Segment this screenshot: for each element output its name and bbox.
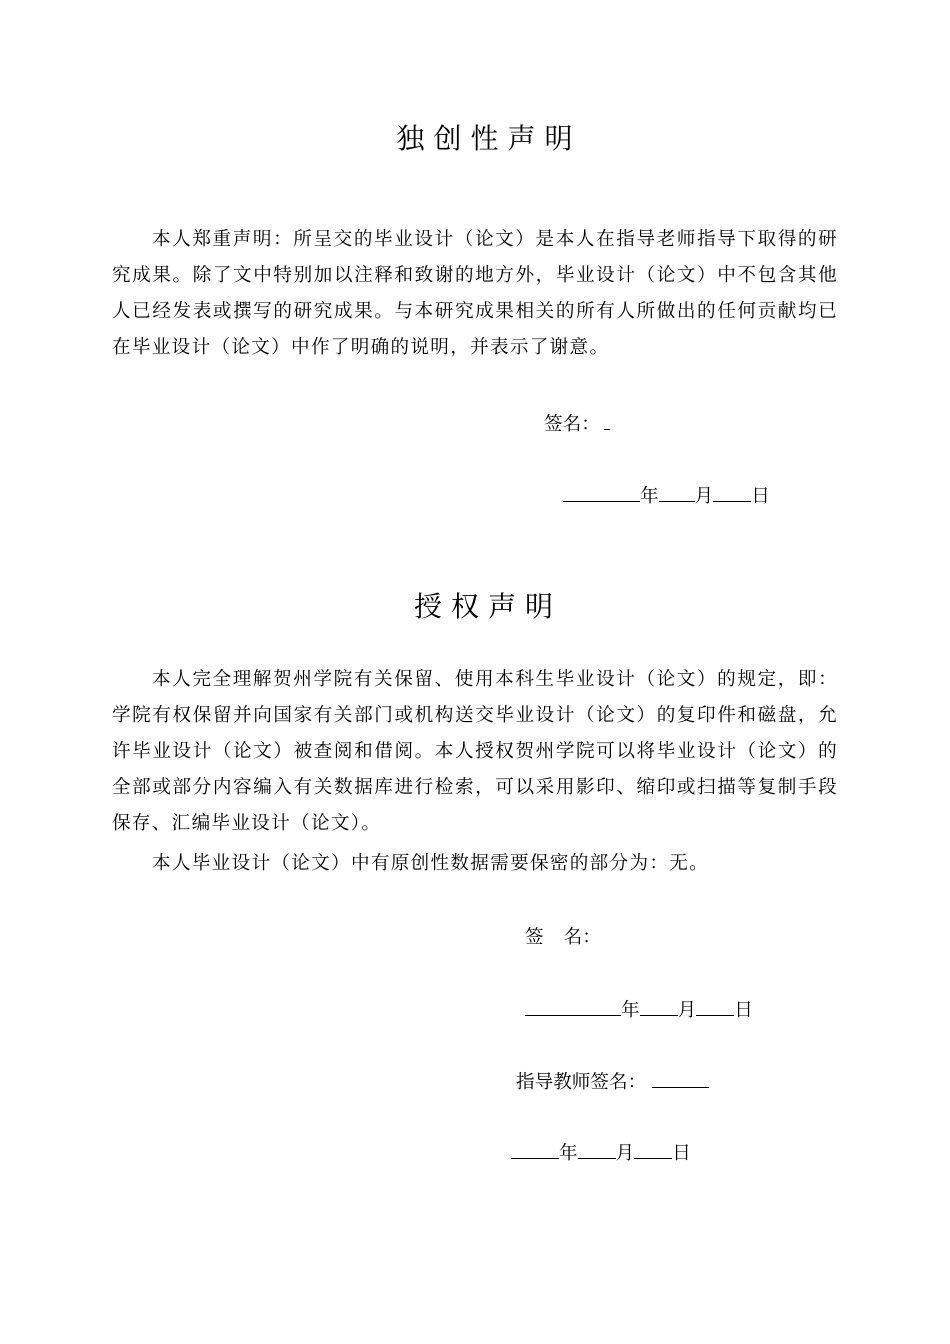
originality-declaration-title: 独创性声明 bbox=[396, 122, 582, 155]
month-blank[interactable] bbox=[659, 483, 695, 502]
author-signature-line bbox=[544, 411, 610, 437]
year-label: 年 bbox=[621, 1000, 640, 1021]
year-label: 年 bbox=[559, 1143, 578, 1164]
confidential-statement: 本人毕业设计（论文）中有原创性数据需要保密的部分为：无。 bbox=[152, 853, 710, 874]
month-label: 月 bbox=[677, 1000, 697, 1021]
signature-label-part1: 签 bbox=[525, 927, 544, 948]
advisor-signature-label: 指导教师签名： bbox=[516, 1072, 647, 1093]
advisor-signature-blank[interactable] bbox=[652, 1069, 709, 1088]
signature-blank[interactable] bbox=[604, 411, 610, 430]
signature-label: 签名： bbox=[544, 414, 600, 435]
day-label: 日 bbox=[734, 1000, 753, 1021]
year-blank[interactable] bbox=[563, 483, 640, 502]
signature-label-part2: 名： bbox=[563, 927, 601, 948]
day-blank[interactable] bbox=[634, 1140, 672, 1159]
author-date-line-2 bbox=[525, 997, 753, 1023]
day-blank[interactable] bbox=[713, 483, 751, 502]
originality-declaration-paragraph: 本人郑重声明：所呈交的毕业设计（论文）是本人在指导老师指导下取得的研究成果。除了文中特别加以注释和致谢的地方外，毕业设计（论文）中不包含其他人已经发表或撰写的研究成果。与本研究成果相关的所有人所做出的任何贡献均已在毕业设计（论文）中作了明确的说明，并表示了谢意。 bbox=[112, 229, 838, 358]
authorization-declaration-title: 授权声明 bbox=[413, 590, 562, 623]
month-blank[interactable] bbox=[578, 1140, 616, 1159]
authorization-declaration-paragraph: 本人完全理解贺州学院有关保留、使用本科生毕业设计（论文）的规定，即：学院有权保留并向国家有关部门或机构送交毕业设计（论文）的复印件和磁盘，允许毕业设计（论文）被查阅和借阅。本人授权贺州学院可以将毕业设计（论文）的全部或部分内容编入有关数据库进行检索，可以采用影印、缩印或扫描等复制手段保存、汇编毕业设计（论文）。 bbox=[112, 669, 838, 834]
author-signature-line-2 bbox=[525, 926, 601, 950]
advisor-date-line bbox=[511, 1140, 691, 1166]
year-blank[interactable] bbox=[525, 997, 621, 1016]
month-label: 月 bbox=[615, 1143, 635, 1164]
year-blank[interactable] bbox=[511, 1140, 559, 1159]
day-label: 日 bbox=[751, 486, 770, 507]
day-label: 日 bbox=[672, 1143, 691, 1164]
day-blank[interactable] bbox=[696, 997, 734, 1016]
month-label: 月 bbox=[694, 486, 714, 507]
advisor-signature-line bbox=[516, 1069, 709, 1095]
month-blank[interactable] bbox=[640, 997, 678, 1016]
year-label: 年 bbox=[640, 486, 659, 507]
author-date-line bbox=[563, 483, 770, 509]
